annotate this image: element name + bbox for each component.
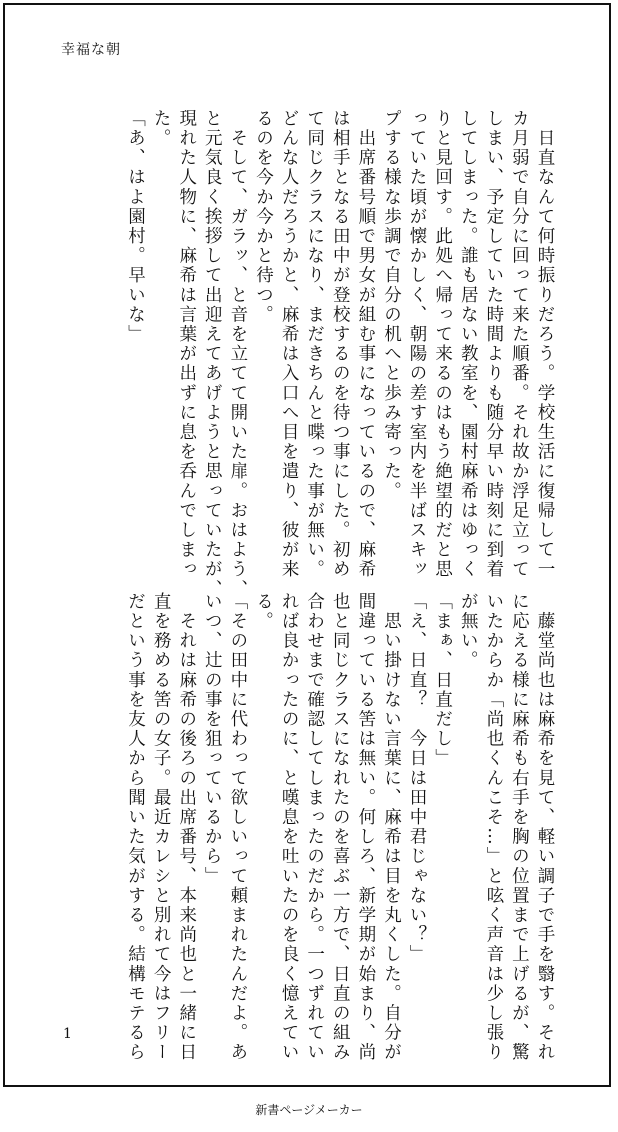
text-line: れば良かったのに、と嘆息を吐いたのを良く憶えてい xyxy=(279,592,300,1063)
text-line: る。 xyxy=(253,592,274,632)
text-line: 出席番号順で男女が組む事になっているので、麻希 xyxy=(355,109,376,580)
text-line: してしまった。誰も居ない教室を、園村麻希はゆっく xyxy=(458,109,479,580)
text-line: カ月弱で自分に回って来た順番。それ故か浮足立って xyxy=(509,109,530,580)
text-line: 「その田中に代わって欲しいって頼まれたんだよ。あ xyxy=(227,592,248,1063)
text-line: 直を務める筈の女子。最近カレシと別れて今はフリー xyxy=(151,592,172,1063)
text-line: そして、ガラッ、と音を立てて開いた扉。おはよう、 xyxy=(227,109,248,599)
running-title: 幸福な朝 xyxy=(61,42,121,58)
text-line: 思い掛けない言葉に、麻希は目を丸くした。自分が xyxy=(381,592,402,1063)
page-number: 1 xyxy=(63,1026,72,1042)
text-block-top xyxy=(122,109,557,599)
text-line: 藤堂尚也は麻希を見て、軽い調子で手を翳す。それ xyxy=(535,592,555,1063)
text-line: 「あ、はよ園村。早いな」 xyxy=(125,109,146,345)
text-line: りと見回す。此処へ帰って来るのはもう絶望的だと思 xyxy=(432,109,453,580)
text-line: 也と同じクラスになれたのを喜ぶ一方で、日直の組み xyxy=(330,592,351,1063)
text-line: だという事を友人から聞いた気がする。結構モテるら xyxy=(125,592,146,1063)
text-line: いつ、辻の事を狙っているから」 xyxy=(202,592,223,886)
text-line: しまい、予定していた時間よりも随分早い時刻に到着 xyxy=(483,109,504,580)
text-line: て同じクラスになり、まだきちんと喋った事が無い。 xyxy=(304,109,325,580)
footer-credit: 新書ページメーカー xyxy=(255,1103,363,1117)
text-line: どんな人だろうかと、麻希は入口へ目を遣り、彼が来 xyxy=(279,109,300,580)
text-line: プする様な歩調で自分の机へと歩み寄った。 xyxy=(381,109,402,501)
text-block-bottom xyxy=(122,592,557,1063)
text-line: と元気良く挨拶して出迎えてあげようと思っていたが、 xyxy=(202,109,223,599)
text-line: 「え、日直？ 今日は田中君じゃない？」 xyxy=(407,592,428,965)
text-line: いたからか「尚也くんこそ…」と呟く声音は少し張り xyxy=(483,592,504,1063)
text-line: た。 xyxy=(151,109,172,149)
text-line: は相手となる田中が登校するのを待つ事にした。初め xyxy=(330,109,351,580)
text-line: 日直なんて何時振りだろう。学校生活に復帰して一 xyxy=(535,109,555,580)
text-line: 「まぁ、日直だし」 xyxy=(432,592,453,769)
text-line: 現れた人物に、麻希は言葉が出ずに息を呑んでしまっ xyxy=(176,109,197,580)
book-page xyxy=(3,3,611,1087)
text-line: が無い。 xyxy=(458,592,479,671)
text-line: 間違っている筈は無い。何しろ、新学期が始まり、尚 xyxy=(355,592,376,1063)
text-line: るのを今か今かと待つ。 xyxy=(253,109,274,325)
text-line: 合わせまで確認してしまったのだから。一つずれてい xyxy=(304,592,325,1063)
text-line: それは麻希の後ろの出席番号、本来尚也と一緒に日 xyxy=(176,592,197,1063)
text-line: に応える様に麻希も右手を胸の位置まで上げるが、驚 xyxy=(509,592,530,1063)
text-line: っていた頃が懐かしく、朝陽の差す室内を半ばスキッ xyxy=(407,109,428,580)
